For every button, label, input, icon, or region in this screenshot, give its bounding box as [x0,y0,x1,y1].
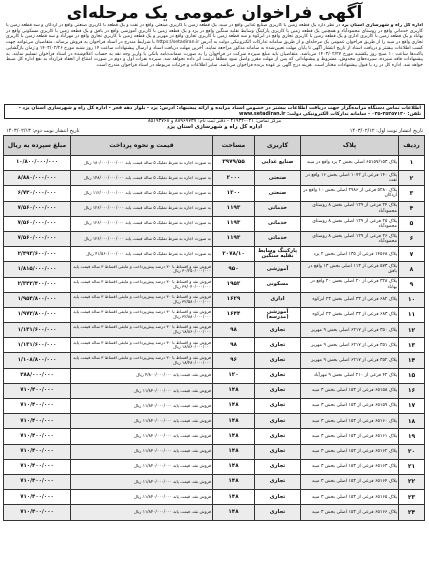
area-cell: ۱۴۸ [213,505,255,520]
row-number-cell: ۱۰ [399,292,425,307]
terms-cell: به صورت اجاره به شرط تملیک ۵ ساله قیمت پایه ۱۲۶/۰۰۰/۰۰۰/۰۰۰ ریال [71,201,213,216]
terms-cell: فروش نقد و اقساط با ۳۰ درصد پیش‌پرداخت و مابقی اقساط ۳ ساله قیمت پایه ۳۲/۸۸۰/۰۰۰/۰۰۰ ریال [71,307,213,322]
usage-cell: تجاری [255,383,301,398]
deposit-cell: ۷/۵۶۰/۰۰۰/۰۰۰ [4,216,71,231]
area-cell: ۱۴۸ [213,490,255,505]
area-cell: ۲۰۷۸/۱۰ [213,247,255,262]
area-cell: ۹۸ [213,323,255,338]
usage-cell: تجاری [255,399,301,414]
table-row [4,186,425,201]
table-row [4,156,425,171]
terms-cell: فروش نقد، قیمت پایه ۱۱/۸۴۰/۰۰۰/۰۰۰ ریال [71,399,213,414]
terms-cell: فروش نقد و اقساط با ۳۰ درصد پیش‌پرداخت و مابقی اقساط ۳ ساله قیمت پایه ۳۹/۰۴۰/۰۰۰/۰۰۰ ریال [71,277,213,292]
terms-cell: به صورت اجاره به شرط تملیک ۵ ساله قیمت پایه ۴۱/۵۶۰/۰۰۰/۰۰۰ ریال [71,247,213,262]
area-cell: ۹۵۰ [213,262,255,277]
area-cell: ۱۱۹۳ [213,216,255,231]
row-number-cell: ۵ [399,216,425,231]
usage-cell: تجاری [255,353,301,368]
plaque-cell: پلاک ۲۴ فرعی از ۱۲۹ اصلی بخش ۸ روستای محمودآباد [301,201,399,216]
row-number-cell: ۱۵ [399,368,425,383]
usage-cell: تجاری [255,323,301,338]
terms-cell: فروش نقد، قیمت پایه ۱۱/۸۴۰/۰۰۰/۰۰۰ ریال [71,474,213,489]
table-row [4,383,425,398]
usage-cell: آموزشی [255,262,301,277]
terms-cell: به صورت اجاره به شرط تملیک ۵ ساله قیمت پایه ۱۲۶/۰۰۰/۰۰۰/۰۰۰ ریال [71,231,213,246]
plaque-cell: پلاک ۶۸۳ فرعی از ۳۳ اصلی بخش ۲۳ ابرکوه [301,307,399,322]
page-title: آگهی فراخوان عمومی یک مرحله‌ای [66,3,363,23]
plaque-cell: پلاک ۶۵۱۵۷/۱۵۳ اصلی بخش ۳ یزد واقع در میبد [301,156,399,171]
row-number-cell: ۱۲ [399,323,425,338]
usage-cell: مسکونی [255,277,301,292]
usage-cell: صنایع غذایی [255,156,301,171]
header-row-number: ردیف [399,136,425,156]
contact-box: اطلاعات تماس دستگاه مزایده‌گزار جهت دریافت اطلاعات بیشتر در خصوص اسناد مزایده و ارائه پیشنهاد: آدرس: یزد - بلوار دهه فجر - اداره کل راه و شهرسازی استان یزد - تلفن: ۳۵۲۵۷۱۴۰-۰۳۵ - سامانه تدارکات الکترونیکی دولت: www.setadiran.ir [4,104,425,119]
usage-cell: تجاری [255,459,301,474]
deposit-cell: ۷۱۰/۴۰۰/۰۰۰ [4,505,71,520]
plaque-cell: پلاک ۶۵۱۶۳ فرعی از ۱۵۳ اصلی بخش ۳ میبد [301,459,399,474]
plaque-cell: پلاک ۳۵۲ فرعی از ۶۲۱۷ اصلی بخش ۹ مهریز [301,353,399,368]
intro-paragraph [4,23,425,103]
usage-cell: خدماتی [255,216,301,231]
terms-cell: فروش نقد، قیمت پایه ۱۱/۸۴۰/۰۰۰/۰۰۰ ریال [71,459,213,474]
area-cell: ۱۴۸ [213,429,255,444]
row-number-cell: ۲۲ [399,474,425,489]
properties-table [3,135,425,521]
terms-cell: فروش نقد و اقساط با ۳۰ درصد پیش‌پرداخت و مابقی اقساط ۳ ساله قیمت پایه ۱۸/۸۶۰/۰۰۰/۰۰۰ ریال [71,338,213,353]
plaque-cell: پلاک ۶۵۱۶۶ فرعی از ۱۵۳ اصلی بخش ۳ میبد [301,505,399,520]
deposit-cell: ۲۸۸/۰۰۰/۰۰۰ [4,368,71,383]
table-body [4,156,425,521]
header-area: مساحت [213,136,255,156]
table-row [4,490,425,505]
table-row [4,338,425,353]
plaque-cell: پلاک ۲۵ فرعی از ۱۲۹ اصلی بخش ۸ روستای محمودآباد [301,216,399,231]
deposit-cell: ۲/۴۹۳/۶۰۰/۰۰۰ [4,247,71,262]
terms-cell: فروش نقد، قیمت پایه ۱۱/۸۴۰/۰۰۰/۰۰۰ ریال [71,414,213,429]
plaque-cell: پلاک ۶۸۲ فرعی از ۳۳ اصلی بخش ۲۳ ابرکوه [301,292,399,307]
area-cell: ۹۶ [213,353,255,368]
plaque-cell: پلاک ۱۴۰ فرعی از ۱۰۷۲ اصلی بخش ۱۶ واقع در تفت [301,171,399,186]
plaque-cell: پلاک ۶۵۱۶۱ فرعی از ۱۵۳ اصلی بخش ۳ میبد [301,429,399,444]
plaque-cell: پلاک ۶۵۱۵۹ فرعی از ۱۵۳ اصلی بخش ۳ میبد [301,399,399,414]
table-row [4,505,425,520]
deposit-cell: ۸/۸۸۰/۰۰۰/۰۰۰ [4,171,71,186]
contact-section [4,104,425,130]
table-row [4,216,425,231]
row-number-cell: ۸ [399,262,425,277]
plaque-cell: پلاک ۶۵۱۶۴ فرعی از ۱۵۳ اصلی بخش ۳ میبد [301,474,399,489]
table-row [4,414,425,429]
usage-cell: تجاری [255,444,301,459]
area-cell: ۱۶۴۴ [213,307,255,322]
plaque-cell: پلاک ۴۲ فرعی از ۲۱۰ اصلی بخش ۹ مهرآباد [301,368,399,383]
terms-cell: فروش نقد و اقساط با ۳۰ درصد پیش‌پرداخت و مابقی اقساط ۳ ساله قیمت پایه ۳۲/۵۸۰/۰۰۰/۰۰۰ ریال [71,292,213,307]
deposit-cell: ۱/۹۷۲/۸۰۰/۰۰۰ [4,307,71,322]
usage-cell: صنعتی [255,186,301,201]
area-cell: ۳۹۷۹/۵۵ [213,156,255,171]
header-terms: قیمت و نحوه پرداخت [71,136,213,156]
area-cell: ۱۴۸ [213,444,255,459]
usage-cell: تجاری [255,414,301,429]
usage-cell: تجاری [255,505,301,520]
table-row [4,353,425,368]
terms-cell: فروش نقد، قیمت پایه ۱۱/۸۴۰/۰۰۰/۰۰۰ ریال [71,490,213,505]
area-cell: ۱۲۰ [213,368,255,383]
usage-cell: تجاری [255,490,301,505]
area-cell: ۱۱۹۳ [213,231,255,246]
terms-cell: به صورت اجاره به شرط تملیک ۵ ساله قیمت پایه ۱۱۲/۰۰۰/۰۰۰/۰۰۰ ریال [71,186,213,201]
row-number-cell: ۷ [399,247,425,262]
usage-cell: آموزشی (مدرسه) [255,307,301,322]
area-cell: ۱۴۸ [213,399,255,414]
deposit-cell: ۷۱۰/۴۰۰/۰۰۰ [4,383,71,398]
terms-cell: فروش نقد، قیمت پایه ۱۱/۸۴۰/۰۰۰/۰۰۰ ریال [71,505,213,520]
table-row [4,171,425,186]
usage-cell: تجاری [255,474,301,489]
header-deposit: مبلغ سپرده به ریال [4,136,71,156]
row-number-cell: ۲۳ [399,490,425,505]
deposit-cell: ۱۰/۸۰۰/۰۰۰/۰۰۰ [4,156,71,171]
area-cell: ۹۸ [213,338,255,353]
plaque-cell: پلاک ۳۵۱ فرعی از ۶۲۱۷ اصلی بخش ۹ مهریز [301,338,399,353]
deposit-cell: ۱/۱۳۱/۶۰۰/۰۰۰ [4,323,71,338]
table-row [4,323,425,338]
header-usage: کاربری [255,136,301,156]
terms-cell: فروش نقد، قیمت پایه ۱۱/۸۴۰/۰۰۰/۰۰۰ ریال [71,444,213,459]
deposit-cell: ۷۱۰/۴۰۰/۰۰۰ [4,429,71,444]
plaque-cell: پلاک ۶۵۱۶۰ فرعی از ۱۵۳ اصلی بخش ۳ میبد [301,414,399,429]
terms-cell: فروش نقد، قیمت پایه ۱۱/۸۴۰/۰۰۰/۰۰۰ ریال [71,383,213,398]
area-cell: ۱۱۹۳ [213,201,255,216]
deposit-cell: ۷۱۰/۴۰۰/۰۰۰ [4,399,71,414]
row-number-cell: ۱ [399,156,425,171]
table-row [4,231,425,246]
table-row [4,444,425,459]
terms-cell: فروش نقد، قیمت پایه ۱۱/۸۴۰/۰۰۰/۰۰۰ ریال [71,429,213,444]
deposit-cell: ۷۱۰/۴۰۰/۰۰۰ [4,444,71,459]
deposit-cell: ۷۱۰/۴۰۰/۰۰۰ [4,459,71,474]
usage-cell: خدماتی [255,201,301,216]
terms-cell: فروش نقد و اقساط با ۳۰ درصد پیش‌پرداخت و مابقی اقساط ۳ ساله قیمت پایه ۱۸/۴۸۰/۰۰۰/۰۰۰ ریال [71,353,213,368]
deposit-cell: ۷۱۰/۴۰۰/۰۰۰ [4,490,71,505]
usage-cell: اداری [255,292,301,307]
terms-cell: به صورت اجاره به شرط تملیک ۵ ساله قیمت پایه ۱۸۰/۰۰۰/۰۰۰/۰۰۰ ریال [71,156,213,171]
header-plaque: پلاک [301,136,399,156]
row-number-cell: ۱۸ [399,414,425,429]
row-number-cell: ۹ [399,277,425,292]
plaque-cell: پلاک ۱۴۵۶۸ فرعی از ۱۳۵ اصلی بخش ۲ یزد [301,247,399,262]
terms-cell: به صورت اجاره به شرط تملیک ۵ ساله قیمت پایه ۱۲۶/۰۰۰/۰۰۰/۰۰۰ ریال [71,216,213,231]
plaque-cell: پلاک ۶۵۱۵۸ فرعی از ۱۵۳ اصلی بخش ۳ میبد [301,383,399,398]
area-cell: ۱۴۸ [213,383,255,398]
terms-cell: فروش نقد و اقساط با ۳۰ درصد پیش‌پرداخت و مابقی اقساط ۳ ساله قیمت پایه ۱۸/۸۶۰/۰۰۰/۰۰۰ ریال [71,323,213,338]
plaque-cell: پلاک ۶۵۱۶۲ فرعی از ۱۵۳ اصلی بخش ۳ میبد [301,444,399,459]
row-number-cell: ۲ [399,171,425,186]
deposit-cell: ۷۱۰/۴۰۰/۰۰۰ [4,474,71,489]
deposit-cell: ۱/۸۱۵/۰۰۰/۰۰۰ [4,262,71,277]
plaque-cell: پلاک ۳۲۸ فرعی از ۲۰ اصلی بخش ۲۰ واقع در بهاباد [301,277,399,292]
table-row [4,292,425,307]
table-row [4,459,425,474]
row-number-cell: ۶ [399,231,425,246]
area-cell: ۱۴۸ [213,459,255,474]
row-number-cell: ۱۷ [399,399,425,414]
row-number-cell: ۱۱ [399,307,425,322]
deposit-cell: ۱/۹۵۴/۸۰۰/۰۰۰ [4,292,71,307]
row-number-cell: ۱۶ [399,383,425,398]
table-header-row [4,136,425,156]
deposit-cell: ۷/۵۶۰/۰۰۰/۰۰۰ [4,201,71,216]
usage-cell: صنعتی [255,171,301,186]
table-row [4,474,425,489]
row-number-cell: ۴ [399,201,425,216]
table-row [4,429,425,444]
deposit-cell: ۷۱۰/۴۰۰/۰۰۰ [4,414,71,429]
plaque-cell: پلاک ۶۵۱۶۵ فرعی از ۱۵۳ اصلی بخش ۳ میبد [301,490,399,505]
row-number-cell: ۱۴ [399,353,425,368]
area-cell: ۱۴۸ [213,474,255,489]
table-row [4,247,425,262]
plaque-cell: پلاک ۵۷۳ فرعی از ۱۱۳ اصلی بخش ۱۳ واقع در بافق [301,262,399,277]
deposit-cell: ۲/۳۴۲/۴۰۰/۰۰۰ [4,277,71,292]
row-number-cell: ۲۰ [399,444,425,459]
area-cell: ۱۲۰۰ [213,186,255,201]
area-cell: ۱۶۲۹ [213,292,255,307]
organization-line: اداره کل راه و شهرسازی استان یزد [166,123,263,130]
usage-cell: پارکینگ وسایط نقلیه سنگین [255,247,301,262]
plaque-cell: پلاک ۵۲۸۰ فرعی از ۲۹۸۶ اصلی بخش ۱۰ واقع در اردکان [301,186,399,201]
area-cell: ۱۴۸ [213,414,255,429]
area-cell: ۱۹۵۲ [213,277,255,292]
second-publication-date: تاریخ انتشار نوبت دوم: ۱۴۰۳/۰۲/۱۳ [6,128,80,134]
deposit-cell: ۱/۱۳۱/۶۰۰/۰۰۰ [4,338,71,353]
table-row [4,277,425,292]
usage-cell: تجاری [255,368,301,383]
table-row [4,201,425,216]
area-cell: ۲۰۰۰ [213,171,255,186]
call-center-line: مرکز تماس: ۰۲۱-۴۱۹۳۴ - دفتر ثبت نام: ۸۸۹۶۹۷۳۷ و ۸۵۱۹۳۷۶۸ [147,118,282,125]
table-row [4,399,425,414]
row-number-cell: ۲۴ [399,505,425,520]
usage-cell: تجاری [255,429,301,444]
row-number-cell: ۱۳ [399,338,425,353]
table-row [4,368,425,383]
first-publication-date: تاریخ انتشار نوبت اول: ۱۴۰۳/۰۲/۱۲ [349,128,423,134]
terms-cell: فروش نقد و اقساط با ۳۰ درصد پیش‌پرداخت و مابقی اقساط ۳ ساله قیمت پایه ۳۰/۲۵۰/۰۰۰/۰۰۰ ریال [71,262,213,277]
row-number-cell: ۳ [399,186,425,201]
terms-cell: به صورت اجاره به شرط تملیک ۵ ساله قیمت پایه ۱۴۸/۰۰۰/۰۰۰/۰۰۰ ریال [71,171,213,186]
deposit-cell: ۶/۷۲۰/۰۰۰/۰۰۰ [4,186,71,201]
usage-cell: تجاری [255,338,301,353]
row-number-cell: ۲۱ [399,459,425,474]
terms-cell: فروش نقد، قیمت پایه ۴/۸۰۰/۰۰۰/۰۰۰ ریال [71,368,213,383]
deposit-cell: ۱/۱۰۸/۸۰۰/۰۰۰ [4,353,71,368]
plaque-cell: پلاک ۳۵۰ فرعی از ۶۲۱۷ اصلی بخش ۹ مهریز [301,323,399,338]
intro-lead: اداره کل راه و شهرسازی استان یزد [341,23,423,28]
deposit-cell: ۷/۵۶۰/۰۰۰/۰۰۰ [4,231,71,246]
usage-cell: خدماتی [255,231,301,246]
intro-body: در نظر دارد یک قطعه زمین با کاربری صنایع غذایی واقع در میبد، یک قطعه زمین با کاربری صنعتی واقع در تفت و یک قطعه با کاربری صنعتی واقع در اردکان و سه قطعه زمین با کاربری خدماتی واقع در روستای محمودآباد و همچنین یک قطعه زمین با کاربری پارکینگ وسایط نقلیه سنگین واقع در یزد و یک قطعه زمین با کاربری آموزشی واقع در بافق و یک قطعه زمین با کاربری مسکونی واقع در بهاباد و یک قطعه زمین با کاربری اداری و یک قطعه زمین با کاربری تجاری واقع در ابرکوه و سه قطعه زمین با کاربری تجاری واقع در مهریز و یک قطعه زمین با کاربری تجاری واقع در مهرآباد و سه قطعه زمین با کاربری تجاری واقع در میبد را از طریق فراخوان عمومی یک مرحله‌ای و از طریق سامانه تدارکات الکترونیکی دولت به آدرس https://setadiran.ir با شرایط مندرج در اسناد فراخوان به فروش برساند. متقاضیان می‌توانند جهت کسب اطلاعات بیشتر و دریافت اسناد از تاریخ انتشار آگهی تا پایان مهلت تعیین‌شده به سامانه مذکور مراجعه نمایند. آخرین مهلت دریافت اسناد و ارسال پیشنهادات ساعت ۱۴ روز شنبه مورخ ۱۴۰۳/۰۲/۲۶ و زمان بازگشایی پاکت‌ها ساعت ۱۰ صبح روز یکشنبه مورخ ۱۴۰۳/۰۲/۲۷ می‌باشد. متقاضیان باید مبلغ سپرده شرکت در فراخوان را به صورت ضمانت‌نامه بانکی یا واریز وجه نقد به حساب اعلام‌شده در اسناد فراخوان تسلیم نمایند. به پیشنهادات فاقد سپرده، سپرده‌های مخدوش، مشروط و پیشنهاداتی که پس از مهلت مقرر واصل شود مطلقاً ترتیب اثر داده نخواهد شد. سپرده نفرات اول و دوم در صورت امتناع از انعقاد قرارداد به نفع اداره کل ضبط خواهد شد. اداره کل در رد یا قبول پیشنهادات مختار است. هزینه درج آگهی بر عهده برنده فراخوان می‌باشد. سایر اطلاعات و جزئیات مربوطه در اسناد فراخوان مندرج است. [6,23,423,68]
plaque-cell: پلاک ۲۶ فرعی از ۱۲۹ اصلی بخش ۸ روستای محمودآباد [301,231,399,246]
table-row [4,262,425,277]
table-row [4,307,425,322]
row-number-cell: ۱۹ [399,429,425,444]
